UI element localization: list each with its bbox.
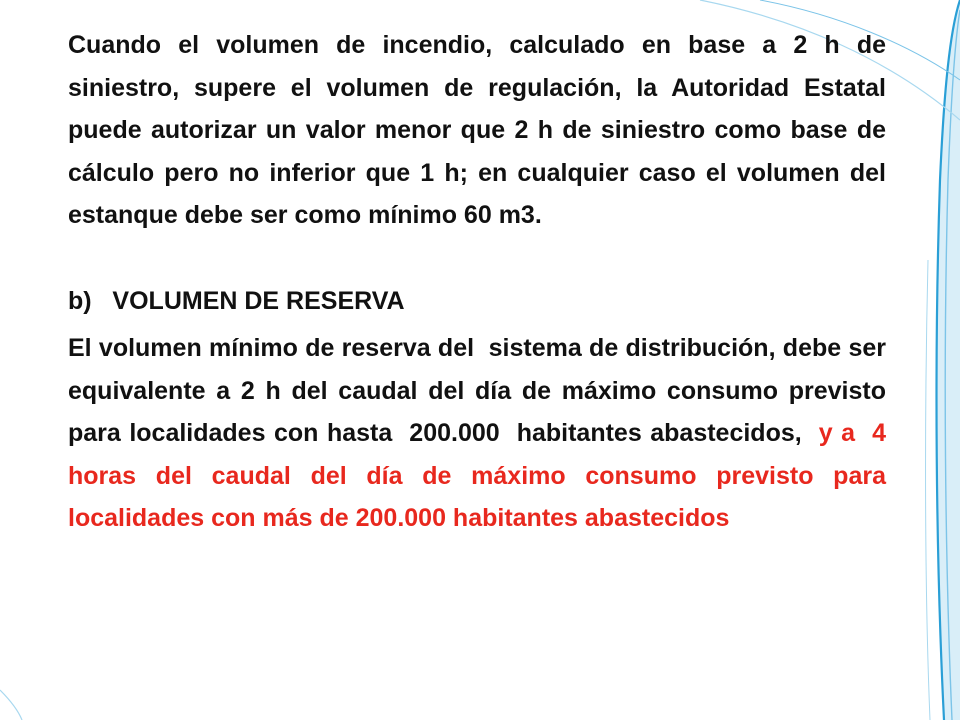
paragraph-reserve-volume-highlight: y a 4 horas del caudal del día de máximo consumo previsto para localidades con más de 200.000 habitantes abastecidos [68,419,893,532]
paragraph-reserve-volume [68,327,893,540]
paragraph-fire-volume: Cuando el volumen de incendio, calculado en base a 2 h de siniestro, supere el volumen de regulación, la Autoridad Estatal puede autorizar un valor menor que 2 h de siniestro como base de cálculo pero no inferior que 1 h; en cualquier caso el volumen del estanque debe ser como mínimo 60 m3. [68,31,893,229]
paragraph-reserve-volume-text: El volumen mínimo de reserva del sistema de distribución, debe ser equivalente a 2 h del caudal del día de máximo consumo previsto para localidades con hasta 200.000 habitantes abastecidos, [68,334,893,447]
slide-content [68,24,893,540]
section-heading: b) VOLUMEN DE RESERVA [68,286,405,315]
